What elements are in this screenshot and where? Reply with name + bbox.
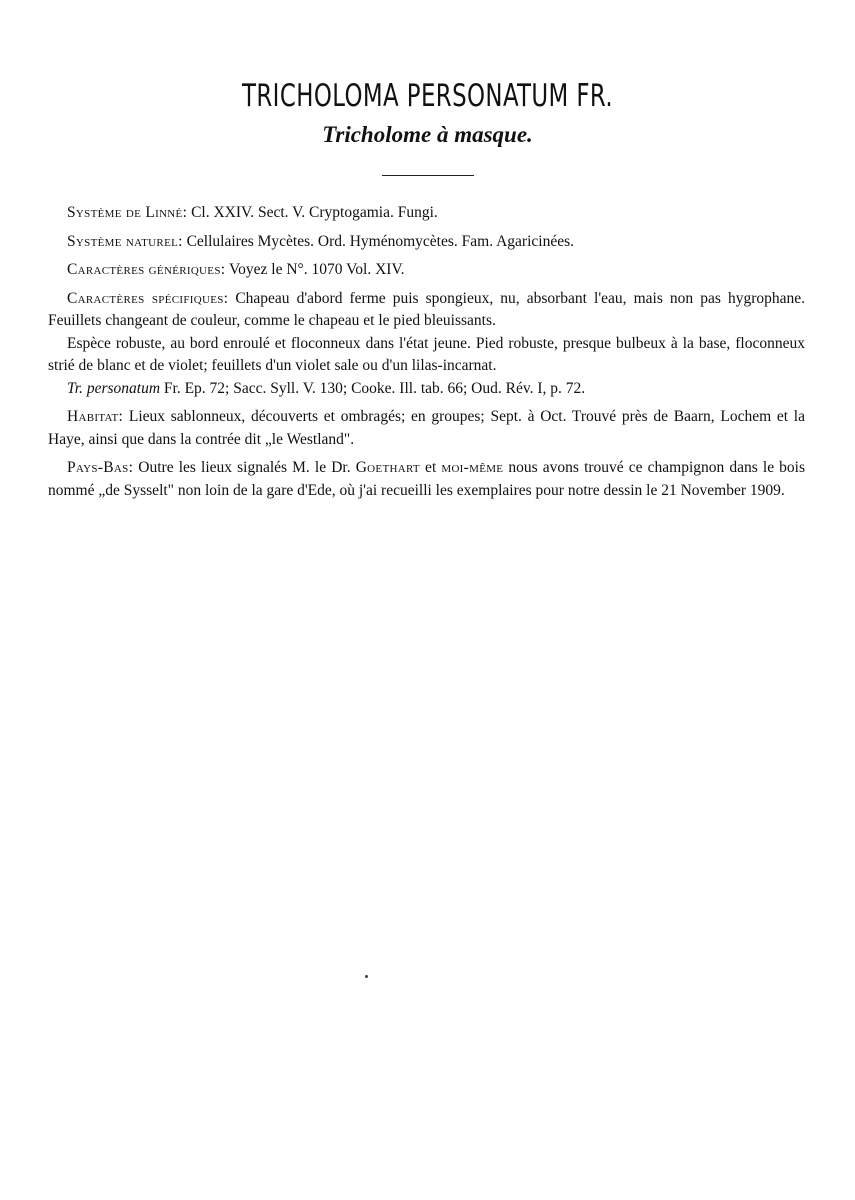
paragraph-caracteres-specifiques bbox=[48, 288, 805, 333]
name-moi-meme: moi-même bbox=[441, 459, 504, 476]
text-pays-bas-3: nous avons trouvé ce champignon dans le bois nommé „de Sysselt" non loin de la gare d'Ede, où j'ai recueilli les exemplaires pour notre dessin le 21 November 1909. bbox=[48, 459, 806, 499]
text-systeme-naturel: Cellulaires Mycètes. Ord. Hyménomycètes. Fam. Agaricinées. bbox=[182, 232, 574, 250]
paragraph-pays-bas bbox=[48, 457, 805, 502]
label-habitat: Habitat: bbox=[67, 408, 124, 425]
label-reference: Tr. personatum bbox=[67, 379, 161, 397]
text-caracteres-generiques: Voyez le N°. 1070 Vol. XIV. bbox=[225, 261, 405, 278]
label-caracteres-generiques: Caractères génériques: bbox=[67, 261, 226, 278]
page-subtitle: Tricholome à masque. bbox=[322, 122, 533, 147]
paragraph-systeme-naturel bbox=[48, 231, 805, 254]
paragraph-habitat bbox=[48, 406, 805, 451]
document-body bbox=[48, 202, 805, 508]
label-systeme-naturel: Système naturel: bbox=[67, 232, 183, 250]
text-caracteres-specifiques: Chapeau d'abord ferme puis spongieux, nu, absorbant l'eau, mais non pas hygrophane. Feuillets changeant de couleur, comme le chapeau et le pied bleuissants. bbox=[48, 289, 805, 329]
text-systeme-linne: Cl. XXIV. Sect. V. Cryptogamia. Fungi. bbox=[187, 204, 438, 221]
text-pays-bas-1: Outre les lieux signalés M. le Dr. bbox=[133, 459, 356, 476]
label-systeme-linne: Système de Linné: bbox=[67, 204, 188, 221]
page-title: TRICHOLOMA PERSONATUM FR. bbox=[242, 78, 613, 114]
text-reference: Fr. Ep. 72; Sacc. Syll. V. 130; Cooke. Ill. tab. 66; Oud. Rév. I, p. 72. bbox=[160, 379, 586, 397]
paragraph-reference bbox=[48, 378, 805, 401]
label-caracteres-specifiques: Caractères spécifiques: bbox=[67, 289, 229, 307]
paragraph-caracteres-generiques bbox=[48, 259, 805, 282]
name-goethart: Goethart bbox=[355, 459, 420, 476]
title-divider bbox=[382, 175, 474, 176]
print-speck bbox=[365, 975, 368, 978]
text-habitat: Lieux sablonneux, découverts et ombragés; en groupes; Sept. à Oct. Trouvé près de Baarn, Lochem et la Haye, ainsi que dans la contrée dit „le Westland". bbox=[48, 408, 805, 448]
paragraph-systeme-linne bbox=[48, 202, 805, 225]
text-espece: Espèce robuste, au bord enroulé et floconneux dans l'état jeune. Pied robuste, presque bulbeux à la base, floconneux strié de blanc et de violet; feuillets d'un violet sale ou d'un lilas-incarnat. bbox=[48, 334, 805, 374]
text-pays-bas-2: et bbox=[419, 459, 442, 476]
label-pays-bas: Pays-Bas: bbox=[67, 459, 134, 476]
paragraph-espece bbox=[48, 333, 805, 378]
